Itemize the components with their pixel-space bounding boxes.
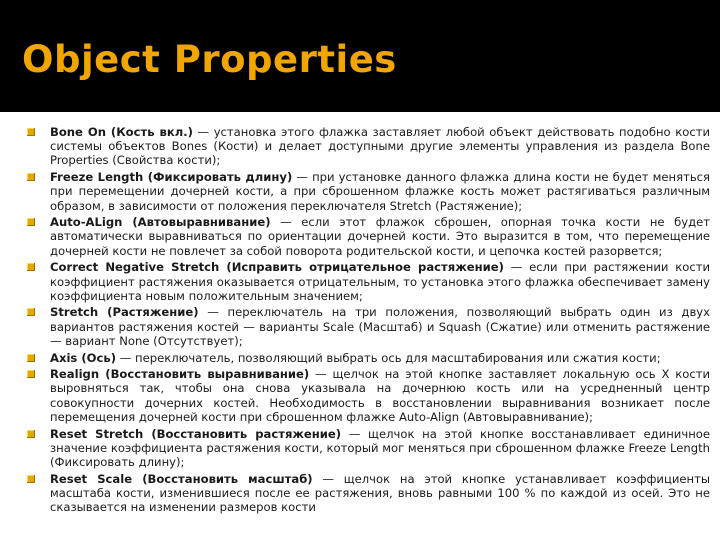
square-bullet-icon xyxy=(27,263,35,271)
item-description: — щелчок на этой кнопке устанавливает коэффициенты масштаба кости, изменившиеся после ее растяжения, вновь равными 100 % по каждой из осей. Это не сказывается на изменении размеров кости xyxy=(50,471,710,515)
item-term: Stretch (Растяжение) xyxy=(50,305,199,320)
item-description: — если этот флажок сброшен, опорная точка кости не будет автоматически выравниваться по ориентации дочерней кости. Это выразится в том, что перемещение дочерней кости не повлечет за собой поворота родительской кости, и цепочка костей разорвется; xyxy=(50,215,710,258)
square-bullet-icon xyxy=(27,475,35,483)
item-term: Freeze Length (Фиксировать длину) xyxy=(50,170,293,185)
list-item xyxy=(26,170,710,213)
list-item xyxy=(26,125,710,168)
list-item xyxy=(26,260,710,303)
item-term: Auto-ALign (Автовыравнивание) xyxy=(50,215,271,230)
square-bullet-icon xyxy=(27,308,35,316)
bullet-list xyxy=(26,125,710,517)
item-term: Reset Scale (Восстановить масштаб) xyxy=(50,471,313,486)
list-item xyxy=(26,427,710,470)
item-term: Realign (Восстановить выравнивание) xyxy=(50,367,310,382)
list-item xyxy=(26,367,710,424)
square-bullet-icon xyxy=(27,128,35,136)
list-item xyxy=(26,351,710,365)
item-term: Axis (Ось) xyxy=(50,350,117,365)
item-description: — переключатель, позволяющий выбрать ось для масштабирования или сжатия кости; xyxy=(116,350,661,365)
list-item xyxy=(26,472,710,515)
item-description: — щелчок на этой кнопке заставляет локальную ось X кости выровняться так, чтобы она снова указывала на дочернюю кость или на усредненный центр совокупности дочерних костей. Необходимость в восстановлении выравнивания возникает после перемещения дочерней кости при сброшенном флажке Auto-Align (Автовыравнивание); xyxy=(50,367,710,424)
item-description: — щелчок на этой кнопке восстанавливает единичное значение коэффициента растяжения кости, который мог меняться при сброшенном флажке Freeze Length (Фиксировать длину); xyxy=(50,426,710,469)
list-item xyxy=(26,305,710,348)
square-bullet-icon xyxy=(27,173,35,181)
item-description: — переключатель на три положения, позволяющий выбрать один из двух вариантов растяжения костей — варианты Scale (Масштаб) и Squash (Сжатие) или отменить растяжение — вариант None (Отсутствует); xyxy=(50,305,710,348)
square-bullet-icon xyxy=(27,354,35,362)
title-bar xyxy=(0,0,720,112)
item-term: Correct Negative Stretch (Исправить отрицательное растяжение) xyxy=(50,260,504,275)
square-bullet-icon xyxy=(27,430,35,438)
square-bullet-icon xyxy=(27,370,35,378)
list-item xyxy=(26,215,710,258)
slide-title: Object Properties xyxy=(22,38,397,81)
item-description: — установка этого флажка заставляет любой объект действовать подобно кости системы объектов Bones (Кости) и делает доступными другие элементы управления из раздела Bone Properties (Свойства кости); xyxy=(50,125,711,168)
square-bullet-icon xyxy=(27,218,35,226)
item-description: — при установке данного флажка длина кости не будет меняться при перемещении дочерней кости, а при сброшенном флажке кость может растягиваться различным образом, в зависимости от положения переключателя Stretch (Растяжение); xyxy=(50,170,711,213)
item-term: Bone On (Кость вкл.) xyxy=(50,125,193,139)
item-term: Reset Stretch (Восстановить растяжение) xyxy=(50,426,342,441)
item-description: — если при растяжении кости коэффициент растяжения оказывается отрицательным, то установка этого флажка обеспечивает замену коэффициента новым положительным значением; xyxy=(50,260,710,303)
